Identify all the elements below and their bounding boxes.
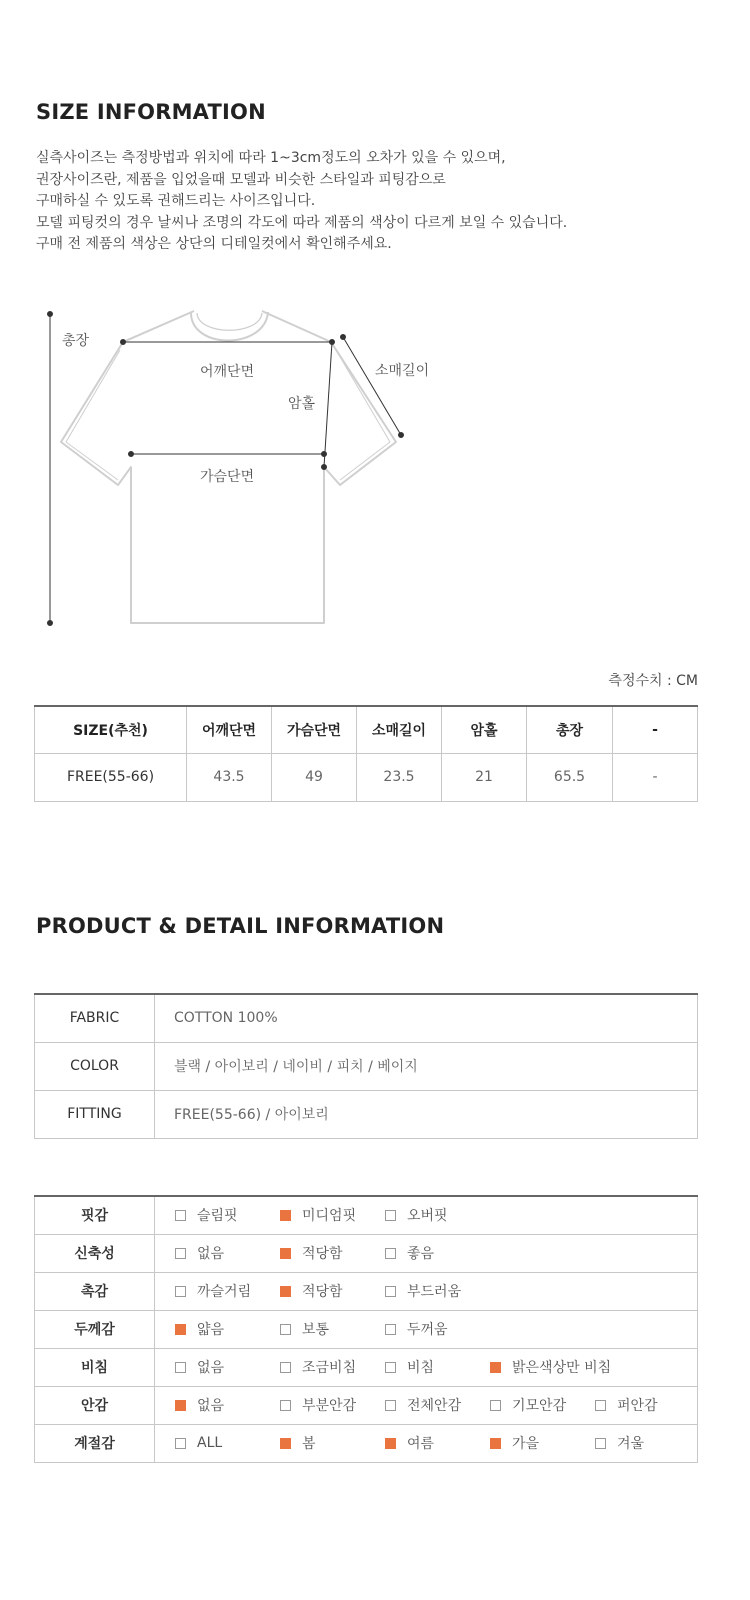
unchecked-box-icon[interactable] bbox=[385, 1248, 396, 1259]
unchecked-box-icon[interactable] bbox=[280, 1362, 291, 1373]
table-row bbox=[35, 1272, 698, 1310]
option-label: 얇음 bbox=[197, 1322, 225, 1338]
attribute-options bbox=[155, 1234, 698, 1272]
option-label: 오버핏 bbox=[407, 1208, 448, 1225]
armhole-cell: 21 bbox=[442, 753, 527, 801]
unchecked-box-icon[interactable] bbox=[175, 1286, 186, 1297]
attribute-option[interactable] bbox=[175, 1435, 222, 1451]
unchecked-box-icon[interactable] bbox=[385, 1286, 396, 1297]
total-length-label: 총장 bbox=[62, 333, 90, 349]
checked-box-icon[interactable] bbox=[490, 1362, 501, 1373]
unchecked-box-icon[interactable] bbox=[595, 1400, 606, 1411]
detail-section-title: PRODUCT & DETAIL INFORMATION bbox=[36, 914, 445, 938]
attribute-option[interactable] bbox=[175, 1357, 224, 1377]
option-label: 겨울 bbox=[617, 1436, 645, 1452]
extra-cell: - bbox=[613, 753, 698, 801]
table-row bbox=[35, 1042, 698, 1090]
attribute-option[interactable] bbox=[490, 1433, 539, 1453]
unchecked-box-icon[interactable] bbox=[385, 1324, 396, 1335]
option-label: 퍼안감 bbox=[617, 1398, 658, 1414]
shoulder-label: 어깨단면 bbox=[200, 364, 255, 380]
sleeve-header: 소매길이 bbox=[357, 706, 442, 753]
length-cell: 65.5 bbox=[527, 753, 613, 801]
attribute-key: 핏감 bbox=[35, 1196, 155, 1234]
attribute-key: 계절감 bbox=[35, 1424, 155, 1462]
table-row bbox=[35, 1234, 698, 1272]
option-label: 비침 bbox=[407, 1360, 435, 1376]
checked-box-icon[interactable] bbox=[280, 1286, 291, 1297]
checked-box-icon[interactable] bbox=[280, 1438, 291, 1449]
attribute-options bbox=[155, 1310, 698, 1348]
unchecked-box-icon[interactable] bbox=[385, 1400, 396, 1411]
tshirt-size-diagram bbox=[0, 290, 750, 640]
attribute-option[interactable] bbox=[385, 1357, 434, 1377]
sleeve-cell: 23.5 bbox=[357, 753, 442, 801]
attribute-key: 안감 bbox=[35, 1386, 155, 1424]
attribute-options bbox=[155, 1386, 698, 1424]
option-label: 봄 bbox=[302, 1436, 316, 1452]
chest-label: 가슴단면 bbox=[200, 469, 255, 485]
unchecked-box-icon[interactable] bbox=[280, 1400, 291, 1411]
unchecked-box-icon[interactable] bbox=[490, 1400, 501, 1411]
option-label: 없음 bbox=[197, 1360, 225, 1376]
table-row bbox=[35, 1196, 698, 1234]
attribute-option[interactable] bbox=[280, 1319, 329, 1339]
option-label: 미디엄핏 bbox=[302, 1208, 357, 1225]
unchecked-box-icon[interactable] bbox=[175, 1362, 186, 1373]
option-label: 좋음 bbox=[407, 1246, 435, 1262]
size-table-header-row bbox=[35, 706, 698, 753]
checked-box-icon[interactable] bbox=[175, 1324, 186, 1335]
size-table bbox=[34, 705, 698, 802]
attribute-key: 두께감 bbox=[35, 1310, 155, 1348]
option-label: 두꺼움 bbox=[407, 1322, 448, 1338]
attribute-options bbox=[155, 1424, 698, 1462]
option-label: 적당함 bbox=[302, 1284, 343, 1300]
attribute-option[interactable] bbox=[280, 1395, 356, 1415]
intro-line: 모델 피팅컷의 경우 날씨나 조명의 각도에 따라 제품의 색상이 다르게 보일 수 있습니다. bbox=[36, 214, 568, 231]
fitting-value: FREE(55-66) / 아이보리 bbox=[155, 1090, 698, 1138]
attribute-key: 신축성 bbox=[35, 1234, 155, 1272]
attribute-option[interactable] bbox=[385, 1205, 448, 1225]
color-value: 블랙 / 아이보리 / 네이비 / 피치 / 베이지 bbox=[155, 1042, 698, 1090]
attribute-option[interactable] bbox=[490, 1357, 611, 1377]
attribute-options bbox=[155, 1272, 698, 1310]
attribute-option[interactable] bbox=[280, 1281, 343, 1301]
table-row bbox=[35, 1386, 698, 1424]
checked-box-icon[interactable] bbox=[280, 1248, 291, 1259]
table-row bbox=[35, 1348, 698, 1386]
fabric-key: FABRIC bbox=[35, 994, 155, 1042]
attribute-option[interactable] bbox=[385, 1281, 461, 1301]
checked-box-icon[interactable] bbox=[280, 1210, 291, 1221]
option-label: 슬림핏 bbox=[197, 1208, 238, 1225]
tshirt-outline-icon bbox=[0, 290, 750, 640]
attribute-option[interactable] bbox=[280, 1243, 343, 1263]
unchecked-box-icon[interactable] bbox=[385, 1362, 396, 1373]
unchecked-box-icon[interactable] bbox=[175, 1248, 186, 1259]
option-label: 기모안감 bbox=[512, 1398, 567, 1414]
option-label: 밝은색상만 비침 bbox=[512, 1360, 612, 1376]
checked-box-icon[interactable] bbox=[490, 1438, 501, 1449]
unchecked-box-icon[interactable] bbox=[280, 1324, 291, 1335]
armhole-label: 암홀 bbox=[288, 396, 316, 412]
chest-header: 가슴단면 bbox=[272, 706, 357, 753]
intro-line: 구매하실 수 있도록 권해드리는 사이즈입니다. bbox=[36, 193, 316, 209]
intro-line: 실측사이즈는 측정방법과 위치에 따라 1~3cm정도의 오차가 있을 수 있으며, bbox=[36, 150, 506, 166]
size-cell: FREE(55-66) bbox=[35, 753, 187, 801]
attribute-key: 촉감 bbox=[35, 1272, 155, 1310]
option-label: 까슬거림 bbox=[197, 1284, 252, 1300]
attribute-option[interactable] bbox=[595, 1433, 644, 1453]
option-label: 부분안감 bbox=[302, 1398, 357, 1414]
size-header: SIZE(추천) bbox=[35, 706, 187, 753]
checked-box-icon[interactable] bbox=[175, 1400, 186, 1411]
extra-header: - bbox=[613, 706, 698, 753]
armhole-header: 암홀 bbox=[442, 706, 527, 753]
attribute-option[interactable] bbox=[385, 1433, 434, 1453]
unchecked-box-icon[interactable] bbox=[175, 1210, 186, 1221]
length-header: 총장 bbox=[527, 706, 613, 753]
fabric-value: COTTON 100% bbox=[155, 994, 698, 1042]
attribute-option[interactable] bbox=[595, 1395, 658, 1415]
attribute-option[interactable] bbox=[280, 1357, 356, 1377]
option-label: 없음 bbox=[197, 1398, 225, 1414]
attribute-options bbox=[155, 1196, 698, 1234]
table-row bbox=[35, 1090, 698, 1138]
shoulder-header: 어깨단면 bbox=[187, 706, 272, 753]
attribute-option[interactable] bbox=[280, 1433, 316, 1453]
option-label: 전체안감 bbox=[407, 1398, 462, 1414]
option-label: 없음 bbox=[197, 1246, 225, 1262]
attribute-option[interactable] bbox=[385, 1243, 434, 1263]
table-row bbox=[35, 1310, 698, 1348]
attribute-option[interactable] bbox=[175, 1319, 224, 1339]
option-label: 부드러움 bbox=[407, 1284, 462, 1300]
attribute-option[interactable] bbox=[175, 1205, 238, 1225]
size-intro-text bbox=[36, 148, 716, 256]
size-section-title: SIZE INFORMATION bbox=[36, 100, 266, 124]
attribute-option[interactable] bbox=[175, 1395, 224, 1415]
product-attribute-table bbox=[34, 1195, 698, 1463]
table-row bbox=[35, 1424, 698, 1462]
table-row bbox=[35, 994, 698, 1042]
attribute-option[interactable] bbox=[385, 1395, 461, 1415]
chest-cell: 49 bbox=[272, 753, 357, 801]
intro-line: 권장사이즈란, 제품을 입었을때 모델과 비슷한 스타일과 피팅감으로 bbox=[36, 171, 446, 188]
checked-box-icon[interactable] bbox=[385, 1438, 396, 1449]
product-detail-table bbox=[34, 993, 698, 1139]
intro-line: 구매 전 제품의 색상은 상단의 디테일컷에서 확인해주세요. bbox=[36, 236, 392, 252]
attribute-option[interactable] bbox=[385, 1319, 448, 1339]
table-row bbox=[35, 753, 698, 801]
unchecked-box-icon[interactable] bbox=[175, 1438, 186, 1449]
attribute-option[interactable] bbox=[490, 1395, 566, 1415]
color-key: COLOR bbox=[35, 1042, 155, 1090]
sleeve-label: 소매길이 bbox=[375, 363, 430, 379]
unchecked-box-icon[interactable] bbox=[595, 1438, 606, 1449]
fitting-key: FITTING bbox=[35, 1090, 155, 1138]
option-label: 보통 bbox=[302, 1322, 330, 1338]
option-label: 여름 bbox=[407, 1436, 435, 1452]
option-label: 조금비침 bbox=[302, 1360, 357, 1376]
measurement-unit-note: 측정수치 : CM bbox=[608, 673, 698, 689]
attribute-option[interactable] bbox=[280, 1205, 356, 1225]
option-label: 적당함 bbox=[302, 1246, 343, 1262]
option-label: 가을 bbox=[512, 1436, 540, 1452]
attribute-option[interactable] bbox=[175, 1243, 224, 1263]
shoulder-cell: 43.5 bbox=[187, 753, 272, 801]
option-label: ALL bbox=[197, 1435, 223, 1451]
attribute-options bbox=[155, 1348, 698, 1386]
attribute-option[interactable] bbox=[175, 1281, 251, 1301]
attribute-key: 비침 bbox=[35, 1348, 155, 1386]
unchecked-box-icon[interactable] bbox=[385, 1210, 396, 1221]
